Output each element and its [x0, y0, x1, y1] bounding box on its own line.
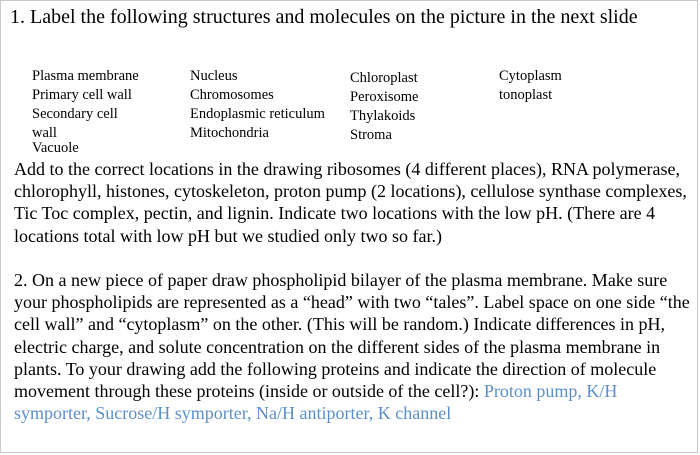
- term-column-2: [190, 67, 325, 143]
- question-2-text: [14, 269, 696, 424]
- question-1-instructions: Add to the correct locations in the drawing ribosomes (4 different places), RNA polymerase, chlorophyll, histones, cytoskeleton, proton pump (2 locations), cellulose synthase complexes, Tic Toc complex, pectin, and lignin. Indicate two locations with the low pH. (There are 4 locations total with low pH but we studied only two so far.): [14, 159, 687, 246]
- term-chloroplast: Chloroplast: [350, 70, 418, 86]
- term-stroma: Stroma: [350, 127, 392, 143]
- term-cytoplasm: Cytoplasm: [499, 68, 562, 84]
- term-endoplasmic-reticulum: Endoplasmic reticulum: [190, 106, 325, 122]
- term-wall: wall: [32, 125, 57, 141]
- term-chromosomes: Chromosomes: [190, 87, 274, 103]
- term-column-1: [32, 67, 139, 143]
- question-2-body: 2. On a new piece of paper draw phospholipid bilayer of the plasma membrane. Make sure your phospholipids are represented as a “head” with two “tales”. Label space on one side “the cell wall” and “cytoplasm” on the other. (This will be random.) Indicate differences in pH, electric charge, and solute concentration on the different sides of the plasma membrane in plants. To your drawing add the following proteins and indicate the direction of molecule movement through these proteins (inside or outside of the cell?):: [14, 270, 690, 402]
- term-vacuole: Vacuole: [32, 140, 79, 156]
- term-primary-cell-wall: Primary cell wall: [32, 87, 132, 103]
- question-1-heading: 1. Label the following structures and molecules on the picture in the next slide: [10, 6, 638, 28]
- protein-list: Proton pump, K/H symporter, Sucrose/H symporter, Na/H antiporter, K channel: [14, 381, 618, 424]
- term-peroxisome: Peroxisome: [350, 89, 419, 105]
- term-plasma-membrane: Plasma membrane: [32, 68, 139, 84]
- term-tonoplast: tonoplast: [499, 87, 553, 103]
- term-column-4: [499, 67, 562, 105]
- term-thylakoids: Thylakoids: [350, 108, 416, 124]
- term-column-3: [350, 69, 418, 145]
- term-secondary-cell: Secondary cell: [32, 106, 118, 122]
- term-mitochondria: Mitochondria: [190, 125, 269, 141]
- term-nucleus: Nucleus: [190, 68, 238, 84]
